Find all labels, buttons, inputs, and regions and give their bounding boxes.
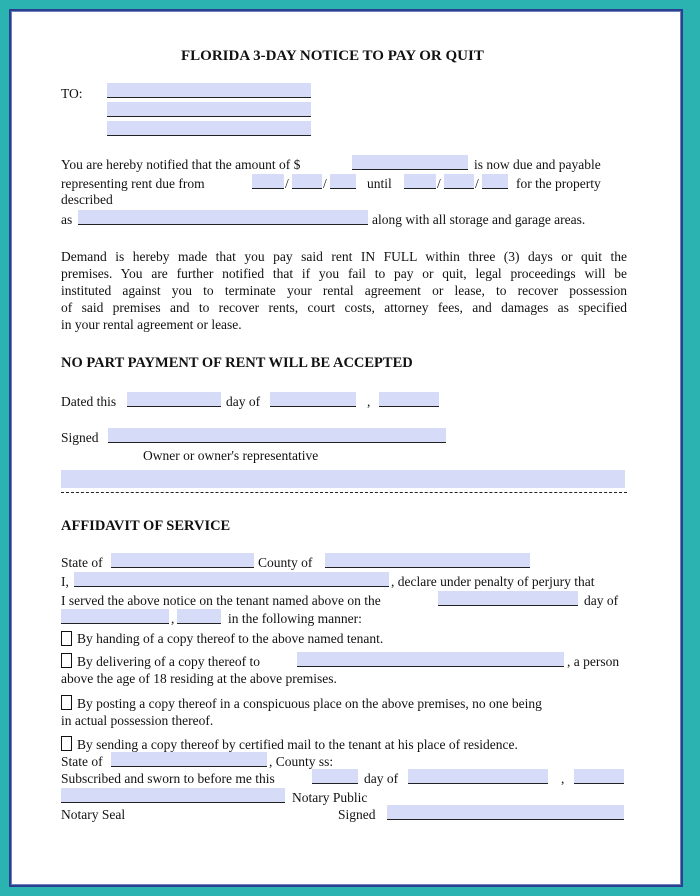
mailing-checkbox[interactable]	[61, 736, 72, 751]
representative-name-field[interactable]	[61, 470, 625, 488]
date-separator: /	[475, 176, 479, 191]
state-field[interactable]	[111, 553, 254, 568]
signature-field[interactable]	[108, 428, 446, 443]
cut-line	[61, 492, 627, 493]
notary-state-field[interactable]	[111, 752, 267, 767]
signed-label: Signed	[61, 430, 99, 445]
option-text: , a person	[567, 654, 620, 669]
affidavit-text: in the following manner:	[228, 611, 362, 626]
option-text: By handing of a copy thereof to the above named tenant.	[77, 631, 384, 646]
affidavit-heading: AFFIDAVIT OF SERVICE	[61, 518, 231, 534]
dated-month-field[interactable]	[270, 392, 356, 407]
notary-public-field[interactable]	[61, 788, 285, 803]
sworn-month-field[interactable]	[408, 769, 548, 784]
county-label: County of	[258, 555, 313, 570]
until-month-field[interactable]	[404, 174, 436, 189]
date-separator: /	[285, 176, 289, 191]
option-text: above the age of 18 residing at the above premises.	[61, 671, 337, 686]
amount-field[interactable]	[352, 155, 468, 170]
to-field-line-1[interactable]	[107, 83, 311, 98]
dated-label: Dated this	[61, 394, 117, 409]
from-month-field[interactable]	[252, 174, 284, 189]
demand-text-line: Demand is hereby made that you pay said rent IN FULL within three (3) days or quit the	[61, 249, 627, 264]
notice-text: representing rent due from	[61, 176, 205, 191]
comma: ,	[367, 394, 371, 409]
affidavit-text: , declare under penalty of perjury that	[391, 574, 595, 589]
served-month-field[interactable]	[61, 609, 169, 624]
demand-text-line: instituted against you to terminate your rental agreement or lease, to recover possession	[61, 283, 627, 298]
no-part-payment-heading: NO PART PAYMENT OF RENT WILL BE ACCEPTED	[61, 355, 413, 371]
option-text: in actual possession thereof.	[61, 713, 214, 728]
notice-text: along with all storage and garage areas.	[372, 212, 586, 227]
state-label: State of	[61, 555, 103, 570]
comma: ,	[561, 771, 565, 786]
notice-text: for the property	[516, 176, 601, 191]
option-text: By delivering of a copy thereof to	[77, 654, 260, 669]
demand-text-line: of said premises and to recover rents, court costs, attorney fees, and damages as specified	[61, 300, 627, 315]
to-field-line-2[interactable]	[107, 102, 311, 117]
dated-day-field[interactable]	[127, 392, 221, 407]
until-day-field[interactable]	[444, 174, 474, 189]
i-label: I,	[61, 574, 69, 589]
property-address-field[interactable]	[78, 210, 368, 225]
until-year-field[interactable]	[482, 174, 508, 189]
server-name-field[interactable]	[74, 572, 389, 587]
document-page	[9, 9, 683, 887]
option-text: By posting a copy thereof in a conspicuous place on the above premises, no one being	[77, 696, 542, 711]
comma: ,	[171, 611, 175, 626]
from-day-field[interactable]	[292, 174, 322, 189]
county-field[interactable]	[325, 553, 530, 568]
notice-text: You are hereby notified that the amount of $	[61, 157, 301, 172]
date-separator: /	[323, 176, 327, 191]
served-year-field[interactable]	[177, 609, 221, 624]
subscribed-text: Subscribed and sworn to before me this	[61, 771, 275, 786]
notice-text: until	[367, 176, 392, 191]
delivering-checkbox[interactable]	[61, 653, 72, 668]
dated-year-field[interactable]	[379, 392, 439, 407]
notice-text: as	[61, 212, 73, 227]
notary-seal-label: Notary Seal	[61, 807, 126, 822]
date-separator: /	[437, 176, 441, 191]
notary-public-label: Notary Public	[292, 790, 368, 805]
day-of-label: day of	[364, 771, 399, 786]
demand-text-line: premises. You are further notified that if you fail to pay or quit, legal proceedings will be	[61, 266, 627, 281]
notice-text: described	[61, 192, 113, 207]
demand-text-line: in your rental agreement or lease.	[61, 317, 242, 332]
to-field-line-3[interactable]	[107, 121, 311, 136]
day-of-label: day of	[584, 593, 619, 608]
affidavit-text: I served the above notice on the tenant named above on the	[61, 593, 381, 608]
signed-label: Signed	[338, 807, 376, 822]
delivered-to-field[interactable]	[297, 652, 564, 667]
county-ss-label: , County ss:	[269, 754, 334, 769]
state-label: State of	[61, 754, 103, 769]
page-title: FLORIDA 3-DAY NOTICE TO PAY OR QUIT	[181, 48, 484, 64]
notice-text: is now due and payable	[474, 157, 601, 172]
posting-checkbox[interactable]	[61, 695, 72, 710]
served-day-field[interactable]	[438, 591, 578, 606]
option-text: By sending a copy thereof by certified mail to the tenant at his place of residence.	[77, 737, 518, 752]
day-of-label: day of	[226, 394, 261, 409]
sworn-day-field[interactable]	[312, 769, 358, 784]
to-label: TO:	[61, 86, 83, 101]
sworn-year-field[interactable]	[574, 769, 624, 784]
handing-checkbox[interactable]	[61, 631, 72, 646]
from-year-field[interactable]	[330, 174, 356, 189]
notary-signature-field[interactable]	[387, 805, 624, 820]
signed-caption: Owner or owner's representative	[143, 448, 319, 463]
